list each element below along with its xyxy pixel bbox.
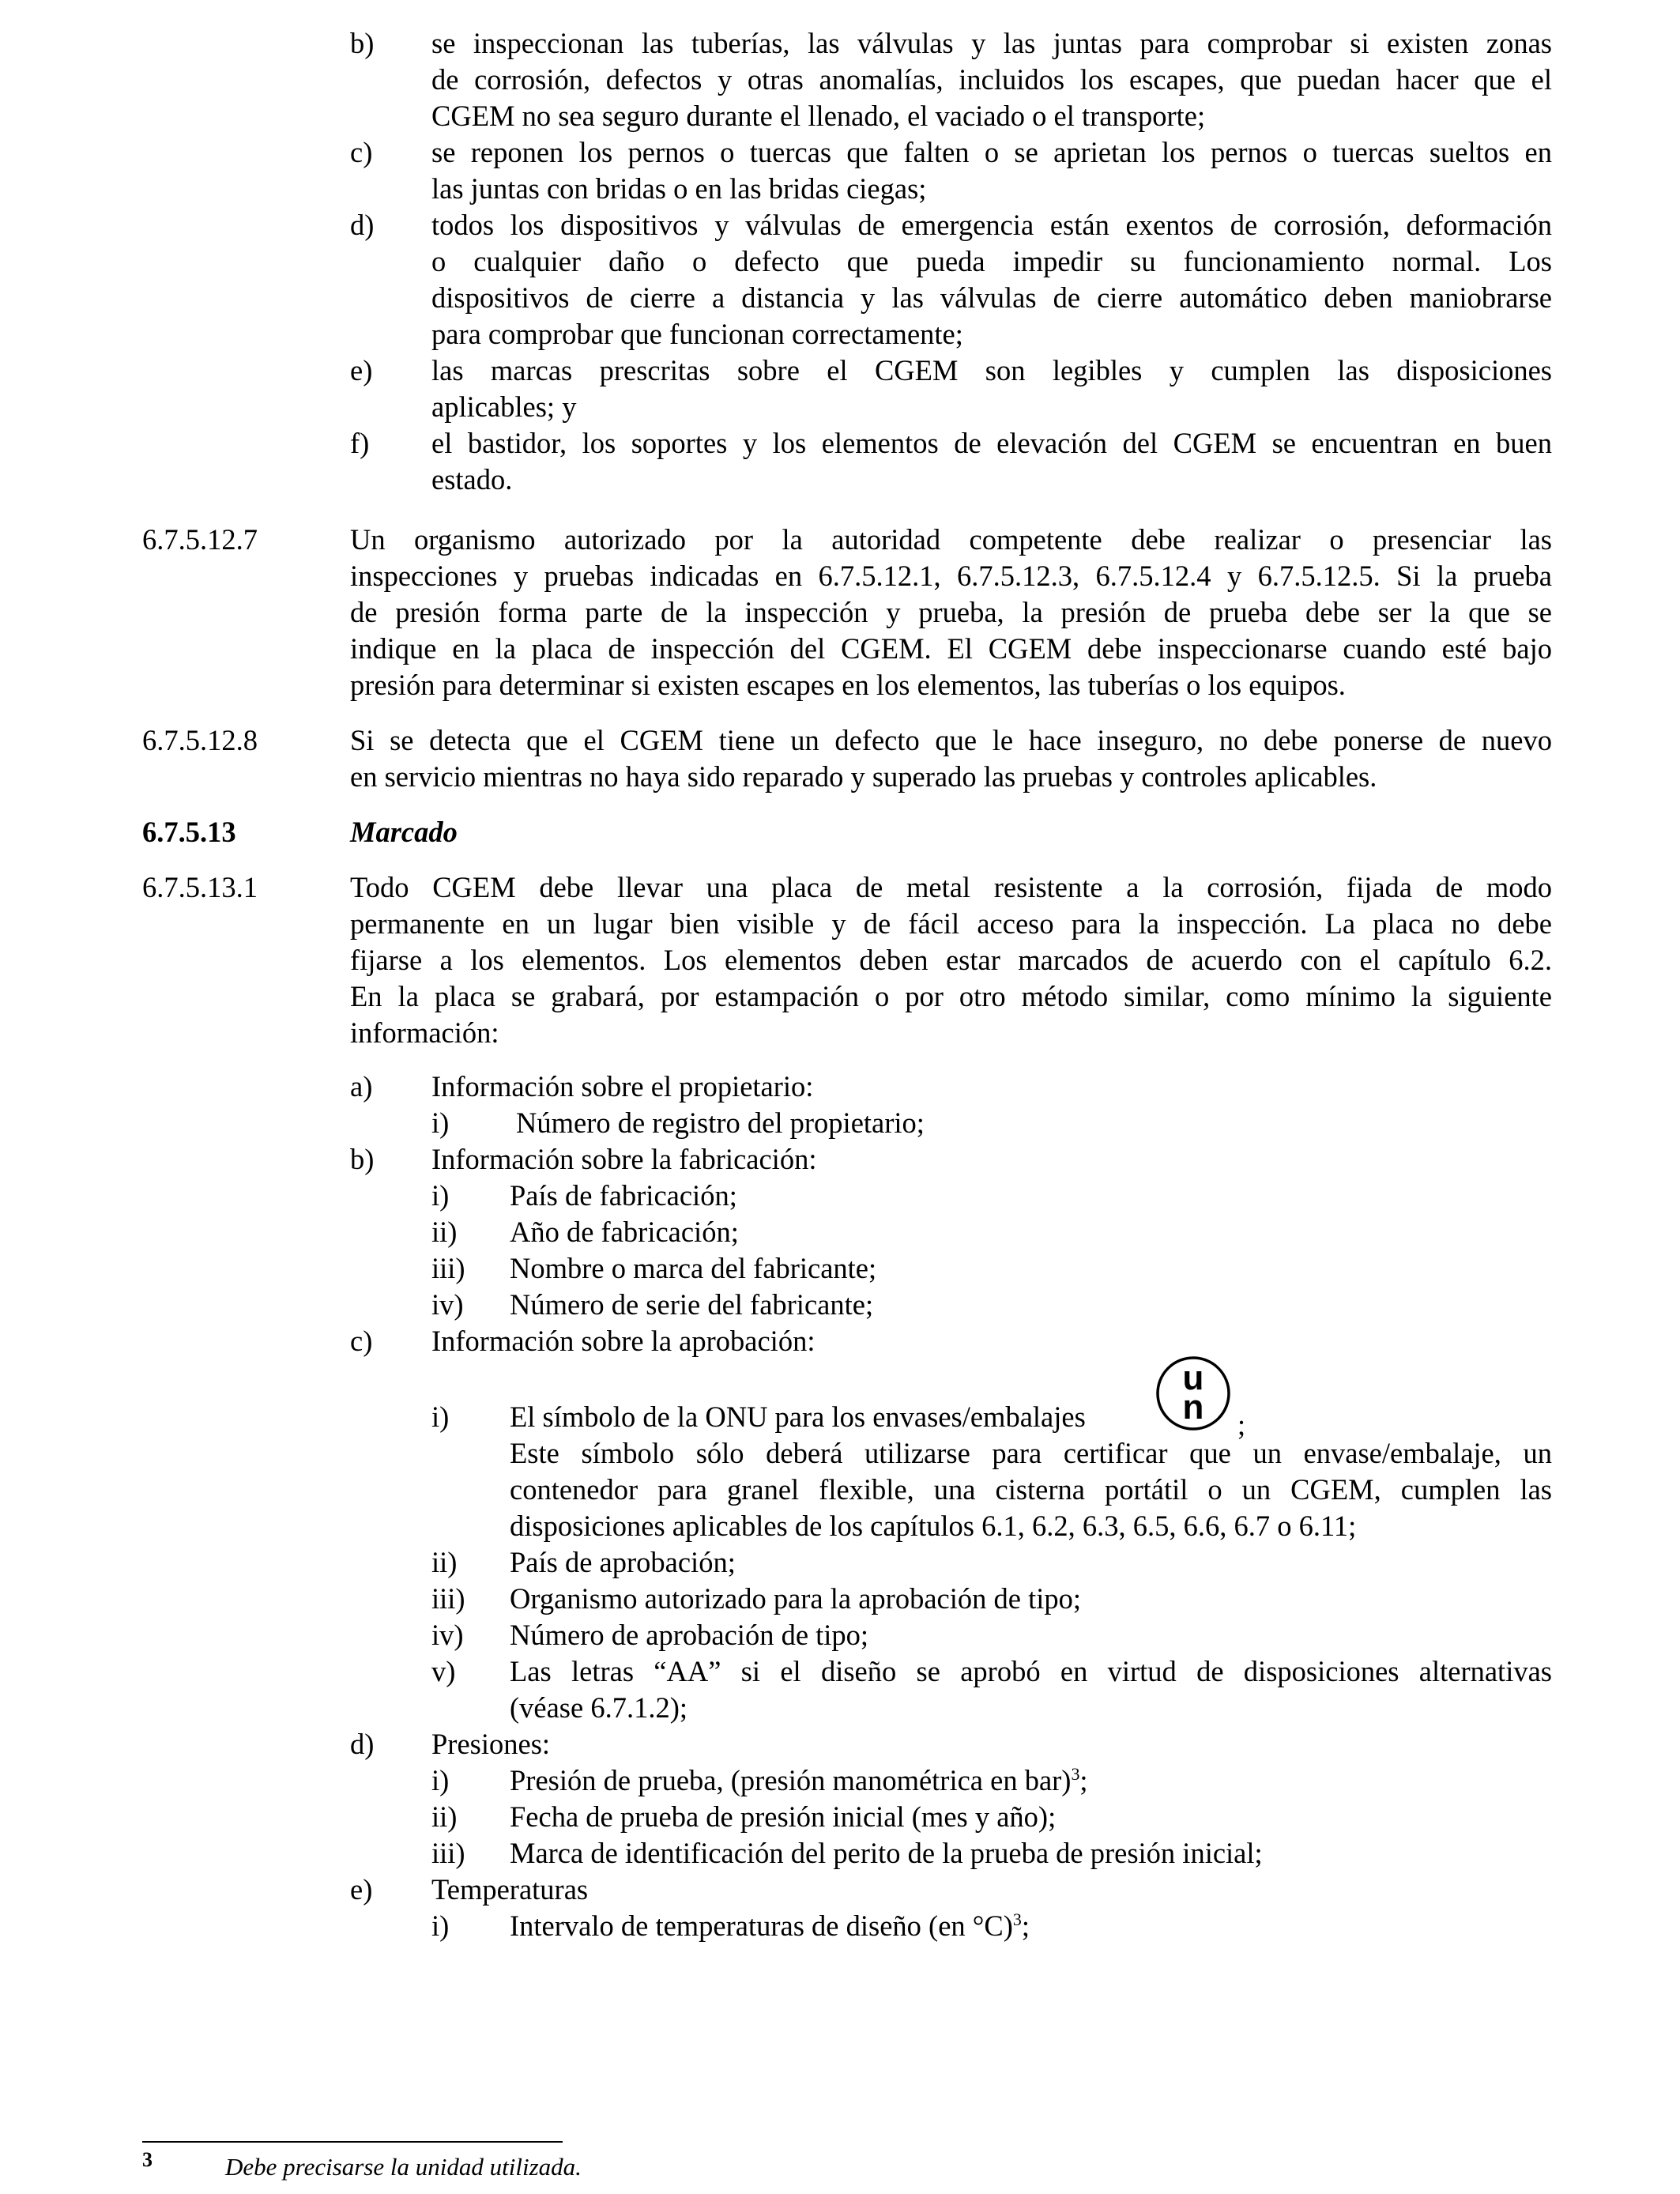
sublist-label: ii) <box>431 1800 458 1833</box>
sublist-label: ii) <box>431 1546 458 1578</box>
sublist-text: País de fabricación; <box>510 1179 737 1212</box>
para-line: Todo CGEM debe llevar una placa de metal resistente a la corrosión, fijada de modo <box>350 871 1552 903</box>
sublist-text: Año de fabricación; <box>510 1216 739 1248</box>
sublist-text: Nombre o marca del fabricante; <box>510 1252 877 1284</box>
item-label-f: f) <box>350 427 370 459</box>
list-label-b: b) <box>350 1143 375 1175</box>
list-label-e: e) <box>350 1873 373 1906</box>
para-line: Si se detecta que el CGEM tiene un defecto que le hace inseguro, no debe ponerse de nuevo <box>350 724 1552 756</box>
item-label-e: e) <box>350 354 373 386</box>
para-line: fijarse a los elementos. Los elementos deben estar marcados de acuerdo con el capítulo 6.2. <box>350 944 1552 976</box>
sublist-text: (véase 6.7.1.2); <box>510 1691 688 1724</box>
symbol-note-line: Este símbolo sólo deberá utilizarse para certificar que un envase/embalaje, un <box>510 1437 1552 1469</box>
sublist-text: Organismo autorizado para la aprobación de tipo; <box>510 1582 1081 1615</box>
un-packaging-symbol-icon <box>1155 1355 1231 1431</box>
sublist-label: i) <box>431 1400 450 1433</box>
list-label-a: a) <box>350 1070 373 1103</box>
footnote-ref: 3 <box>1071 1763 1080 1784</box>
para-line: inspecciones y pruebas indicadas en 6.7.5.12.1, 6.7.5.12.3, 6.7.5.12.4 y 6.7.5.12.5. Si la prueba <box>350 560 1552 592</box>
sublist-text: Fecha de prueba de presión inicial (mes y año); <box>510 1800 1057 1833</box>
para-line: información: <box>350 1016 499 1049</box>
un-symbol-letter-top: u <box>1182 1359 1204 1397</box>
sublist-label: i) <box>431 1106 450 1139</box>
para-line: presión para determinar si existen escapes en los elementos, las tuberías o los equipos. <box>350 669 1346 701</box>
item-label-d: d) <box>350 209 375 241</box>
para-line: Un organismo autorizado por la autoridad competente debe realizar o presenciar las <box>350 523 1552 556</box>
item-e-line: aplicables; y <box>431 390 577 423</box>
section-number: 6.7.5.13 <box>142 816 236 848</box>
list-text-a: Información sobre el propietario: <box>431 1070 814 1103</box>
section-title: Marcado <box>350 816 458 848</box>
un-symbol-letter-bottom: n <box>1182 1388 1204 1427</box>
item-c-line: se reponen los pernos o tuercas que falten o se aprietan los pernos o tuercas sueltos en <box>431 136 1552 168</box>
footnote-number: 3 <box>142 2148 153 2171</box>
sublist-label: iv) <box>431 1288 464 1321</box>
sublist-text: Número de registro del propietario; <box>516 1106 925 1139</box>
list-label-c: c) <box>350 1325 373 1357</box>
para-line: de presión forma parte de la inspección y prueba, la presión de prueba debe ser la que se <box>350 596 1552 628</box>
sublist-text: País de aprobación; <box>510 1546 736 1578</box>
symbol-note-line: disposiciones aplicables de los capítulos 6.1, 6.2, 6.3, 6.5, 6.6, 6.7 o 6.11; <box>510 1510 1357 1542</box>
list-text-b: Información sobre la fabricación: <box>431 1143 817 1175</box>
sublist-label: i) <box>431 1764 450 1796</box>
sublist-text: El símbolo de la ONU para los envases/embalajes <box>510 1400 1086 1433</box>
sublist-text: Número de serie del fabricante; <box>510 1288 874 1321</box>
para-number: 6.7.5.12.7 <box>142 523 258 556</box>
item-c-line: las juntas con bridas o en las bridas ciegas; <box>431 172 927 205</box>
sublist-label: v) <box>431 1655 456 1687</box>
sublist-text: Número de aprobación de tipo; <box>510 1619 869 1651</box>
para-line: en servicio mientras no haya sido reparado y superado las pruebas y controles aplicables. <box>350 760 1377 793</box>
sublist-text: Intervalo de temperaturas de diseño (en °C)$^3$; <box>510 1909 1030 1942</box>
item-label-b: b) <box>350 27 375 59</box>
item-f-line: el bastidor, los soportes y los elementos de elevación del CGEM se encuentran en buen <box>431 427 1552 459</box>
item-d-line: dispositivos de cierre a distancia y las válvulas de cierre automático deben maniobrarse <box>431 281 1552 314</box>
sublist-text: Marca de identificación del perito de la prueba de presión inicial; <box>510 1837 1263 1869</box>
item-d-line: o cualquier daño o defecto que pueda impedir su funcionamiento normal. Los <box>431 245 1552 277</box>
footnote-ref: 3 <box>1012 1909 1022 1929</box>
item-b-line: de corrosión, defectos y otras anomalías, incluidos los escapes, que puedan hacer que el <box>431 63 1552 96</box>
sublist-label: iii) <box>431 1252 465 1284</box>
sublist-label: i) <box>431 1909 450 1942</box>
footnote-separator <box>142 2141 563 2143</box>
sublist-label: ii) <box>431 1216 458 1248</box>
item-e-line: las marcas prescritas sobre el CGEM son legibles y cumplen las disposiciones <box>431 354 1552 386</box>
para-line: permanente en un lugar bien visible y de fácil acceso para la inspección. La placa no debe <box>350 907 1552 940</box>
list-text-d: Presiones: <box>431 1728 551 1760</box>
sublist-label: iii) <box>431 1582 465 1615</box>
symbol-note-line: contenedor para granel flexible, una cisterna portátil o un CGEM, cumplen las <box>510 1473 1552 1506</box>
item-f-line: estado. <box>431 463 513 496</box>
list-text-e: Temperaturas <box>431 1873 589 1906</box>
sublist-label: i) <box>431 1179 450 1212</box>
para-number: 6.7.5.12.8 <box>142 724 258 756</box>
para-line: En la placa se grabará, por estampación o por otro método similar, como mínimo la siguiente <box>350 980 1552 1012</box>
sublist-label: iv) <box>431 1619 464 1651</box>
list-text-c: Información sobre la aprobación: <box>431 1325 816 1357</box>
footnote-text: Debe precisarse la unidad utilizada. <box>225 2153 582 2181</box>
item-b-line: se inspeccionan las tuberías, las válvulas y las juntas para comprobar si existen zonas <box>431 27 1552 59</box>
para-line: indique en la placa de inspección del CGEM. El CGEM debe inspeccionarse cuando esté bajo <box>350 632 1552 665</box>
item-d-line: para comprobar que funcionan correctamente; <box>431 318 963 350</box>
sublist-text: Presión de prueba, (presión manométrica en bar)$^3$; <box>510 1763 1088 1796</box>
item-d-line: todos los dispositivos y válvulas de emergencia están exentos de corrosión, deformación <box>431 209 1552 241</box>
sublist-text: Las letras “AA” si el diseño se aprobó en virtud de disposiciones alternativas <box>510 1655 1552 1687</box>
sublist-label: iii) <box>431 1837 465 1869</box>
item-label-c: c) <box>350 136 373 168</box>
item-b-line: CGEM no sea seguro durante el llenado, el vaciado o el transporte; <box>431 100 1206 132</box>
para-number: 6.7.5.13.1 <box>142 871 258 903</box>
sublist-text-suffix: ; <box>1237 1408 1246 1441</box>
list-label-d: d) <box>350 1728 375 1760</box>
